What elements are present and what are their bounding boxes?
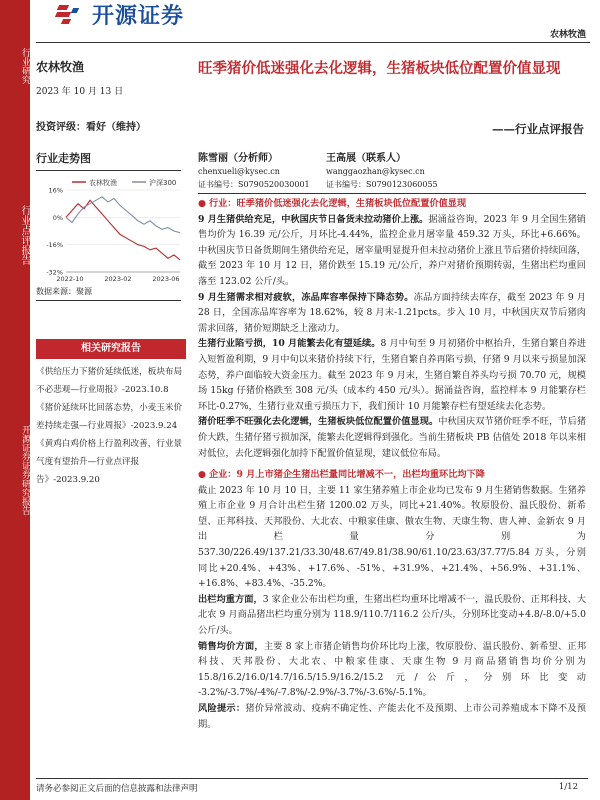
y-tick-label: 0% bbox=[52, 213, 63, 222]
author-card bbox=[198, 152, 310, 191]
industry-name: 农林牧渔 bbox=[36, 60, 85, 74]
x-tick-label: 2023-06 bbox=[152, 275, 180, 283]
body-paragraph: 生猪行业陷亏损，10 月能繁去化有望延续。8 月中旬至 9 月初猪价中枢抬升，生猪自繁自养进入短暂盈利期，9 月中旬以来猪价持续下行，生猪自繁自养再陷亏损，仔猪 9 月以来亏损显加深态势，养户面临较大资金压力。截至 2023 年 9 月末，生猪自繁自养头均亏损 70.70 元，规模场 15kg 仔猪价格跌至 308 元/头（成本约 450 元/头）。据涌益咨询，监控样本 9 月能繁存栏环比-0.27%，生猪行业双重亏损压力下，我们预计 10 月能繁存栏有望延续去化态势。 bbox=[198, 338, 587, 412]
chart-bottom-rule bbox=[36, 300, 181, 301]
authors-rule bbox=[198, 193, 586, 194]
footer-rule bbox=[36, 778, 588, 779]
related-report-link[interactable]: 《黄鸡白鸡价格上行盈利改善，行业景气度有望抬升—行业点评报告》-2023.9.20 bbox=[36, 439, 183, 485]
author-email[interactable]: wanggaozhan@kysec.cn bbox=[326, 167, 425, 176]
related-reports-list bbox=[36, 363, 186, 489]
author-cert: 证书编号：S0790520030001 bbox=[198, 180, 310, 189]
related-report-link[interactable]: 《猪价延续环比回落态势，小麦玉米价差持续走强—行业周报》-2023.9.24 bbox=[36, 403, 183, 431]
body-paragraph: 截止 2023 年 10 月 10 日，主要 11 家生猪养殖上市企业均已发布 9 月生猪销售数据。生猪养殖上市企业 9 月合计出栏生猪 1200.02 万头，同比+21.40%。牧原股份、温氏股份、新希望、正邦科技、天邦股份、大北农、中粮家佳康、傲农生物、天康生物、唐人神、金新农 9 月出栏量分别为 537.30/226.49/137.21/33.30/48.67/49.81/38.90/61.10/23.63/37.77/5.84 万头，分别同比+20.4%、+43%、+17.6%、-51%、+31.9%、+21.4%、+56.9%、+31.1%、+16.8%、+83.4%、-35.2%。 bbox=[198, 484, 586, 590]
report-subtitle: ——行业点评报告 bbox=[492, 122, 584, 136]
x-tick-label: 2022-10 bbox=[56, 275, 84, 283]
left-color-band bbox=[0, 0, 30, 800]
bullet-icon: ● bbox=[198, 469, 209, 481]
footer-disclaimer: 请务必参阅正文后面的信息披露和法律声明 bbox=[36, 784, 198, 794]
trend-section-title: 行业走势图 bbox=[36, 152, 91, 165]
bullet-icon: ● bbox=[198, 198, 209, 209]
series-line bbox=[66, 197, 180, 233]
sidebar-label-brand: 开源证券证券研究报告 bbox=[20, 425, 30, 515]
logo-mark-icon bbox=[48, 2, 88, 26]
y-tick-label: 16% bbox=[48, 186, 63, 195]
y-tick-label: -16% bbox=[46, 241, 63, 250]
y-tick-label: -32% bbox=[46, 268, 63, 277]
legend-label: 沪深300 bbox=[149, 179, 177, 187]
body-paragraph: 9 月生猪需求相对疲软，冻品库容率保持下降态势。冻品方面持续去库存，截至 2023 年 9 月 28 日，全国冻品库容率为 18.62%，较 8 月末-1.21pcts。步入 10 月，中秋国庆双节后猪肉需求回落，猪价短期缺乏上涨动力。 bbox=[198, 291, 586, 334]
author-cert: 证书编号：S0790123060055 bbox=[326, 180, 438, 189]
author-email[interactable]: chenxueli@kysec.cn bbox=[198, 167, 280, 176]
report-date: 2023 年 10 月 13 日 bbox=[36, 87, 124, 97]
related-reports-header: 相关研究报告 bbox=[36, 339, 186, 359]
chart-source: 数据来源：聚源 bbox=[36, 287, 92, 296]
sidebar-label-report-type: 行业点评报告 bbox=[19, 205, 30, 265]
x-tick-label: 2023-02 bbox=[104, 275, 132, 283]
header-industry-tag: 农林牧渔 bbox=[549, 30, 586, 40]
author-name: 陈雪丽（分析师） bbox=[198, 153, 278, 164]
logo-text: 开源证券 bbox=[92, 3, 185, 29]
brand-logo bbox=[48, 0, 184, 28]
series-line bbox=[66, 200, 180, 260]
section-heading-industry: ● 行业：旺季猪价低迷强化去化逻辑，生猪板块低位配置价值显现 bbox=[198, 198, 467, 209]
author-name: 王高展（联系人） bbox=[326, 153, 406, 164]
report-title: 旺季猪价低迷强化去化逻辑，生猪板块低位配置价值显现 bbox=[198, 60, 561, 77]
legend-label: 农林牧渔 bbox=[89, 179, 117, 187]
author-card bbox=[326, 152, 438, 191]
industry-trend-chart bbox=[36, 176, 184, 286]
report-body bbox=[198, 196, 586, 732]
body-paragraph: 9 月生猪供给充足，中秋国庆节日备货未拉动猪价上涨。据涌益咨询，2023 年 9 月全国生猪销售均价为 16.39 元/公斤，月环比-4.44%，监控企业月屠宰量 459.32 万头，环比+6.66%。中秋国庆节日备货期间生猪供给充足，屠宰量明显提升但未拉动猪价上涨且节后猪价持续回落，截至 2023 年 10 月 12 日，猪价跌至 15.19 元/公斤，养户对猪价预期转弱，生猪出栏均重回落至 123.02 公斤/头。 bbox=[198, 213, 586, 287]
body-paragraph: 销售均价方面，主要 8 家上市猪企销售均价环比均上涨，牧原股份、温氏股份、新希望、正邦科技、天邦股份、大北农、中粮家佳康、天康生物 9 月商品猪销售均价分别为 15.8/16.2/16.0/14.7/16.5/15.9/16.2/15.2 元/公斤，分别环比变动 -3.2%/-3.7%/-4%/-7.8%/-2.9%/-3.7%/-3.6%/-5.1%。 bbox=[198, 640, 587, 699]
investment-rating: 投资评级：看好（维持） bbox=[36, 122, 146, 133]
body-paragraph: 猪价旺季不旺强化去化逻辑，生猪板块低位配置价值显现。中秋国庆双节猪价旺季不旺，节后猪价大跌，生猪仔猪亏损加深，能繁去化逻辑得到强化。当前生猪板块 PB 估值处 2018 年以来相对低位，去化逻辑强化加持下配置价值显现，建议低位布局。 bbox=[198, 416, 587, 459]
page-number: 1/12 bbox=[558, 782, 578, 792]
section-heading-company: ● 企业：9 月上市猪企生猪出栏量同比增减不一，出栏均重环比均下降 bbox=[198, 469, 485, 481]
related-report-link[interactable]: 《供给压力下猪价延续低迷，板块布局不必悲观—行业周报》-2023.10.8 bbox=[36, 367, 183, 395]
sidebar-label-research: 行业研究 bbox=[20, 48, 30, 84]
body-paragraph: 出栏均重方面，3 家企业公布出栏均重，生猪出栏均重环比增减不一，温氏股份、正邦科技、大北农 9 月商品猪出栏均重分别为 118.9/110.7/116.2 公斤/头，分别环比变动+4.8/-8.0/+5.0 公斤/头。 bbox=[198, 593, 587, 637]
trend-rule bbox=[36, 170, 181, 171]
risk-warning: 风险提示：猪价异常波动、疫病不确定性、产能去化不及预期、上市公司养殖成本下降不及预期。 bbox=[198, 703, 587, 730]
header-rule bbox=[36, 42, 590, 43]
